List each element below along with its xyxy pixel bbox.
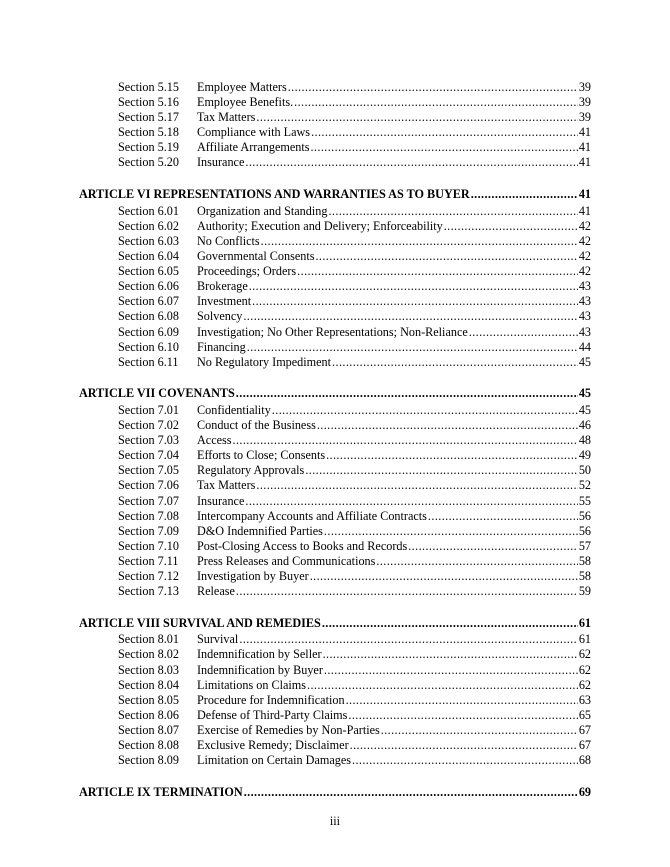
section-title: Confidentiality	[197, 403, 271, 417]
page-ref: 41	[578, 204, 591, 218]
section-number: Section 8.02	[118, 647, 179, 661]
section-title: Investment	[197, 294, 252, 308]
section-number: Section 6.05	[118, 264, 179, 278]
page-ref: 46	[578, 418, 591, 432]
dot-leader	[408, 539, 578, 554]
section-number: Section 5.16	[118, 95, 179, 109]
section-title: Procedure for Indemnification	[197, 693, 345, 707]
toc-entry	[118, 584, 591, 599]
dot-leader	[323, 647, 578, 662]
toc-entry	[118, 708, 591, 723]
page-ref: 44	[578, 340, 591, 354]
dot-leader	[381, 723, 578, 738]
dot-leader	[236, 584, 578, 599]
page-ref: 43	[578, 294, 591, 308]
section-title: Tax Matters	[197, 110, 256, 124]
dot-leader	[247, 340, 578, 355]
section-number: Section 8.03	[118, 663, 179, 677]
toc-entry	[118, 155, 591, 170]
dot-leader	[324, 524, 578, 539]
section-title: Indemnification by Seller	[197, 647, 322, 661]
page-ref: 41	[578, 155, 591, 169]
dot-leader	[256, 110, 577, 125]
toc-entry	[118, 355, 591, 370]
section-number: Section 8.07	[118, 723, 179, 737]
section-title: Regulatory Approvals	[197, 463, 305, 477]
dot-leader	[243, 309, 577, 324]
section-number: Section 8.01	[118, 632, 179, 646]
section-number: Section 7.02	[118, 418, 179, 432]
toc-entry	[118, 524, 591, 539]
section-number: Section 8.06	[118, 708, 179, 722]
dot-leader	[252, 294, 578, 309]
dot-leader	[315, 249, 577, 264]
section-title: Defense of Third-Party Claims	[197, 708, 348, 722]
toc-entry	[118, 494, 591, 509]
section-number: Section 7.08	[118, 509, 179, 523]
section-number: Section 7.05	[118, 463, 179, 477]
toc-entry	[118, 509, 591, 524]
section-title: Solvency	[197, 309, 243, 323]
dot-leader	[233, 433, 578, 448]
section-title: Limitations on Claims	[197, 678, 307, 692]
dot-leader	[346, 693, 578, 708]
dot-leader	[469, 325, 578, 340]
toc-entry	[118, 140, 591, 155]
section-number: Section 5.20	[118, 155, 179, 169]
page-ref: 62	[578, 663, 591, 677]
section-title: Survival	[197, 632, 239, 646]
section-title: Post-Closing Access to Books and Records	[197, 539, 408, 553]
toc-entry	[118, 125, 591, 140]
dot-leader	[324, 663, 578, 678]
dot-leader	[239, 632, 578, 647]
section-title: Efforts to Close; Consents	[197, 448, 326, 462]
toc-entry	[118, 403, 591, 418]
dot-leader	[428, 509, 578, 524]
section-title: Employee Benefits.	[197, 95, 294, 109]
section-title: Access	[197, 433, 232, 447]
section-title: Press Releases and Communications	[197, 554, 376, 568]
toc-article	[79, 785, 591, 800]
section-number: Section 7.04	[118, 448, 179, 462]
dot-leader	[245, 155, 577, 170]
page-ref: 49	[578, 448, 591, 462]
toc-article	[79, 616, 591, 631]
page-ref: 62	[578, 647, 591, 661]
toc-entry	[118, 234, 591, 249]
toc-entry	[118, 693, 591, 708]
section-title: Financing	[197, 340, 246, 354]
dot-leader	[245, 494, 577, 509]
toc-entry	[118, 663, 591, 678]
toc-entry	[118, 632, 591, 647]
toc-entry	[118, 325, 591, 340]
page-ref: 56	[578, 509, 591, 523]
article-title: ARTICLE VII COVENANTS	[79, 386, 235, 400]
dot-leader	[376, 554, 577, 569]
section-number: Section 5.17	[118, 110, 179, 124]
toc-entry	[118, 539, 591, 554]
dot-leader	[307, 678, 578, 693]
dot-leader	[272, 403, 578, 418]
section-title: Release	[197, 584, 235, 598]
page-ref: 58	[578, 569, 591, 583]
page-ref: 45	[578, 355, 591, 369]
toc-entry	[118, 110, 591, 125]
toc-entry	[118, 95, 591, 110]
section-title: Limitation on Certain Damages	[197, 753, 351, 767]
dot-leader	[256, 478, 577, 493]
toc-entry	[118, 309, 591, 324]
section-title: Brokerage	[197, 279, 248, 293]
page-ref: 50	[578, 463, 591, 477]
page-ref: 65	[578, 708, 591, 722]
toc-entry	[118, 554, 591, 569]
section-number: Section 5.19	[118, 140, 179, 154]
section-number: Section 5.15	[118, 80, 179, 94]
section-title: Exercise of Remedies by Non-Parties	[197, 723, 380, 737]
toc-entry	[118, 264, 591, 279]
section-number: Section 7.11	[118, 554, 179, 568]
page-ref: 39	[578, 80, 591, 94]
page-ref: 41	[578, 140, 591, 154]
toc-entry	[118, 219, 591, 234]
page-ref: 43	[578, 279, 591, 293]
section-number: Section 7.10	[118, 539, 179, 553]
page-ref: 45	[578, 403, 591, 417]
page-ref: 42	[578, 264, 591, 278]
page-ref: 67	[578, 738, 591, 752]
dot-leader	[236, 386, 578, 401]
section-title: No Conflicts	[197, 234, 260, 248]
section-title: Employee Matters	[197, 80, 287, 94]
section-title: Exclusive Remedy; Disclaimer	[197, 738, 349, 752]
page-ref: 39	[578, 95, 591, 109]
page-ref: 55	[578, 494, 591, 508]
section-number: Section 6.09	[118, 325, 179, 339]
page-ref: 68	[578, 753, 591, 767]
page-ref: 42	[578, 219, 591, 233]
article-title: ARTICLE VI REPRESENTATIONS AND WARRANTIES AS TO BUYER	[79, 187, 470, 201]
toc-entry	[118, 463, 591, 478]
page-ref: 67	[578, 723, 591, 737]
section-number: Section 6.01	[118, 204, 179, 218]
section-title: Insurance	[197, 155, 245, 169]
toc-entry	[118, 647, 591, 662]
toc-entry	[118, 294, 591, 309]
section-title: Insurance	[197, 494, 245, 508]
page-ref: 48	[578, 433, 591, 447]
dot-leader	[471, 187, 578, 202]
dot-leader	[322, 616, 578, 631]
toc-entry	[118, 478, 591, 493]
page-ref: 61	[578, 616, 591, 630]
toc-entry	[118, 204, 591, 219]
dot-leader	[261, 234, 578, 249]
section-number: Section 6.04	[118, 249, 179, 263]
section-title: Intercompany Accounts and Affiliate Contracts	[197, 509, 427, 523]
page-ref: 61	[578, 632, 591, 646]
page-ref: 63	[578, 693, 591, 707]
dot-leader	[310, 140, 577, 155]
toc-entry	[118, 80, 591, 95]
article-title: ARTICLE VIII SURVIVAL AND REMEDIES	[79, 616, 321, 630]
page-ref: 41	[578, 125, 591, 139]
section-number: Section 6.07	[118, 294, 179, 308]
page-ref: 42	[578, 249, 591, 263]
section-title: Investigation by Buyer	[197, 569, 309, 583]
article-title: ARTICLE IX TERMINATION	[79, 785, 243, 799]
page-ref: 39	[578, 110, 591, 124]
toc-entry	[118, 678, 591, 693]
section-number: Section 7.09	[118, 524, 179, 538]
toc-entry	[118, 753, 591, 768]
page-ref: 57	[578, 539, 591, 553]
dot-leader	[328, 204, 577, 219]
dot-leader	[244, 785, 578, 800]
section-title: Governmental Consents	[197, 249, 315, 263]
dot-leader	[310, 569, 578, 584]
section-title: Conduct of the Business	[197, 418, 316, 432]
section-number: Section 8.04	[118, 678, 179, 692]
section-title: Affiliate Arrangements	[197, 140, 310, 154]
page-ref: 45	[578, 386, 591, 400]
toc-article	[79, 386, 591, 401]
section-number: Section 7.01	[118, 403, 179, 417]
section-number: Section 6.08	[118, 309, 179, 323]
page-ref: 59	[578, 584, 591, 598]
page-ref: 41	[578, 187, 591, 201]
dot-leader	[350, 738, 578, 753]
page-ref: 43	[578, 309, 591, 323]
page-ref: 52	[578, 478, 591, 492]
section-title: Indemnification by Buyer	[197, 663, 323, 677]
toc-entry	[118, 433, 591, 448]
section-title: Compliance with Laws	[197, 125, 311, 139]
section-number: Section 6.11	[118, 355, 179, 369]
section-title: Proceedings; Orders	[197, 264, 297, 278]
page-ref: 69	[578, 785, 591, 799]
page-ref: 42	[578, 234, 591, 248]
section-title: Authority; Execution and Delivery; Enforceability	[197, 219, 443, 233]
dot-leader	[332, 355, 578, 370]
dot-leader	[444, 219, 578, 234]
section-number: Section 6.06	[118, 279, 179, 293]
section-number: Section 6.02	[118, 219, 179, 233]
section-title: D&O Indemnified Parties	[197, 524, 323, 538]
dot-leader	[305, 463, 578, 478]
section-number: Section 6.10	[118, 340, 179, 354]
section-number: Section 7.13	[118, 584, 179, 598]
toc-entry	[118, 569, 591, 584]
toc-article	[79, 187, 591, 202]
section-title: No Regulatory Impediment	[197, 355, 332, 369]
section-number: Section 8.08	[118, 738, 179, 752]
page-ref: 43	[578, 325, 591, 339]
toc-entry	[118, 279, 591, 294]
dot-leader	[294, 95, 578, 110]
section-number: Section 8.05	[118, 693, 179, 707]
page-number: iii	[329, 814, 341, 828]
section-title: Tax Matters	[197, 478, 256, 492]
section-number: Section 7.06	[118, 478, 179, 492]
toc-entry	[118, 738, 591, 753]
dot-leader	[317, 418, 578, 433]
section-title: Investigation; No Other Representations; Non-Reliance	[197, 325, 468, 339]
page-ref: 62	[578, 678, 591, 692]
dot-leader	[311, 125, 578, 140]
section-number: Section 6.03	[118, 234, 179, 248]
toc-entry	[118, 723, 591, 738]
dot-leader	[348, 708, 577, 723]
section-number: Section 7.12	[118, 569, 179, 583]
dot-leader	[249, 279, 578, 294]
dot-leader	[297, 264, 578, 279]
toc-entry	[118, 448, 591, 463]
dot-leader	[288, 80, 578, 95]
dot-leader	[352, 753, 578, 768]
page-ref: 56	[578, 524, 591, 538]
page-ref: 58	[578, 554, 591, 568]
section-number: Section 7.07	[118, 494, 179, 508]
toc-entry	[118, 418, 591, 433]
toc-entry	[118, 249, 591, 264]
section-number: Section 8.09	[118, 753, 179, 767]
section-title: Organization and Standing	[197, 204, 328, 218]
section-number: Section 7.03	[118, 433, 179, 447]
toc-entry	[118, 340, 591, 355]
dot-leader	[326, 448, 578, 463]
section-number: Section 5.18	[118, 125, 179, 139]
